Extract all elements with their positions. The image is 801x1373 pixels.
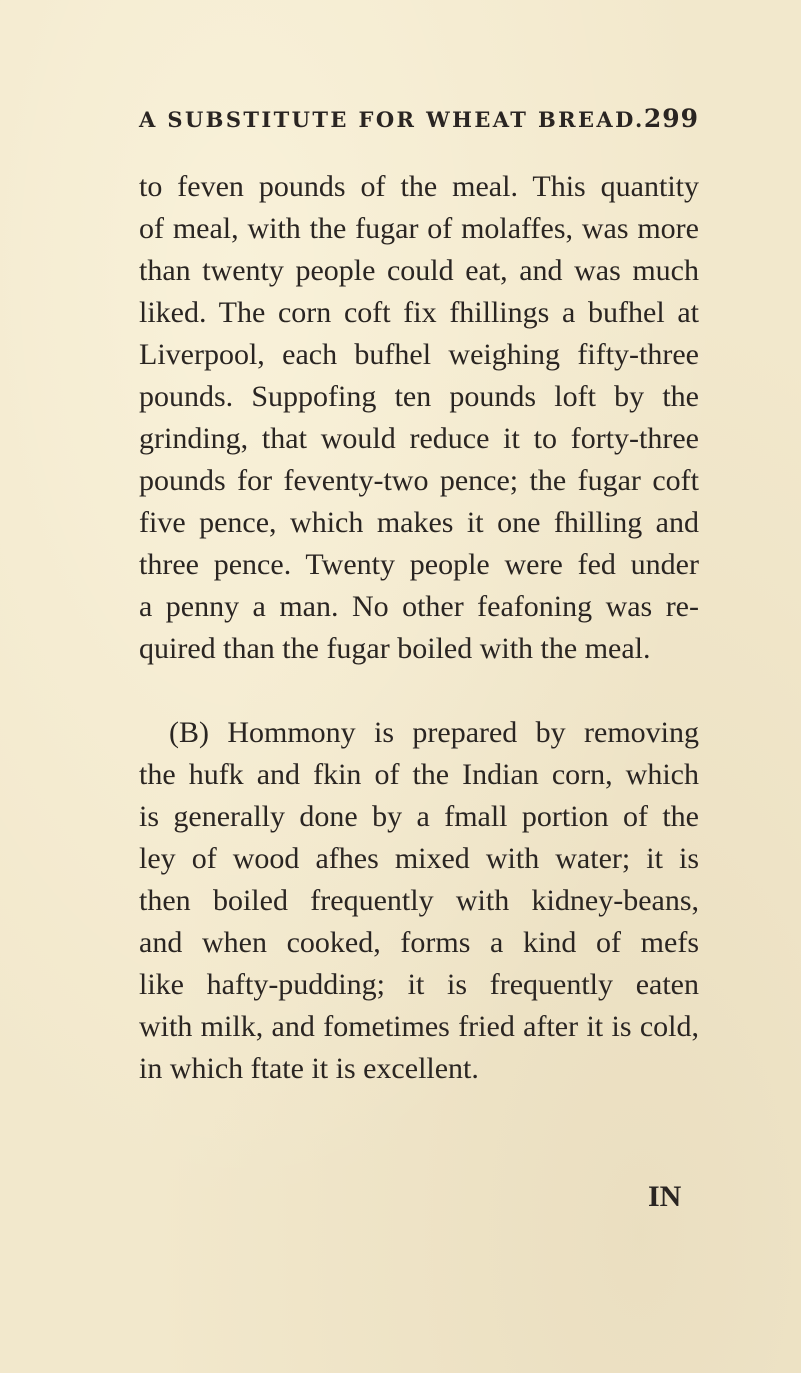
text-line: a penny a man. No other feafoning was re-	[139, 590, 699, 623]
running-head	[139, 104, 699, 141]
text-line: three pence. Twenty people were fed under	[139, 548, 699, 581]
text-line: then boiled frequently with kidney-beans,	[139, 884, 699, 917]
page-number: 299	[643, 104, 699, 133]
text-line: pounds. Suppofing ten pounds loft by the	[139, 380, 699, 413]
text-line: to feven pounds of the meal. This quantity	[139, 170, 699, 203]
text-line: of meal, with the fugar of molaffes, was more	[139, 212, 699, 245]
text-line: pounds for feventy-two pence; the fugar coft	[139, 464, 699, 497]
text-line: than twenty people could eat, and was much	[139, 254, 699, 287]
text-line: and when cooked, forms a kind of mefs	[139, 926, 699, 959]
text-line: is generally done by a fmall portion of the	[139, 800, 699, 833]
text-line: quired than the fugar boiled with the meal.	[139, 632, 651, 665]
paragraph-gap	[139, 670, 699, 712]
catchword: IN	[648, 1180, 682, 1213]
paragraph-cornmeal	[139, 166, 699, 670]
text-line: liked. The corn coft fix fhillings a bufhel at	[139, 296, 699, 329]
text-line: the hufk and fkin of the Indian corn, which	[139, 758, 699, 791]
paragraph-hommony	[139, 712, 699, 1090]
text-line: ley of wood afhes mixed with water; it is	[139, 842, 699, 875]
text-line: with milk, and fometimes fried after it is cold,	[139, 1010, 699, 1043]
text-line: Liverpool, each bufhel weighing fifty-three	[139, 338, 699, 371]
body-text	[139, 166, 699, 1090]
running-title: A SUBSTITUTE FOR WHEAT BREAD.	[139, 107, 645, 132]
text-line: five pence, which makes it one fhilling and	[139, 506, 699, 539]
text-line: like hafty-pudding; it is frequently eaten	[139, 968, 699, 1001]
text-line: in which ftate it is excellent.	[139, 1052, 479, 1085]
text-line: (B) Hommony is prepared by removing	[169, 716, 699, 749]
text-line: grinding, that would reduce it to forty-three	[139, 422, 699, 455]
